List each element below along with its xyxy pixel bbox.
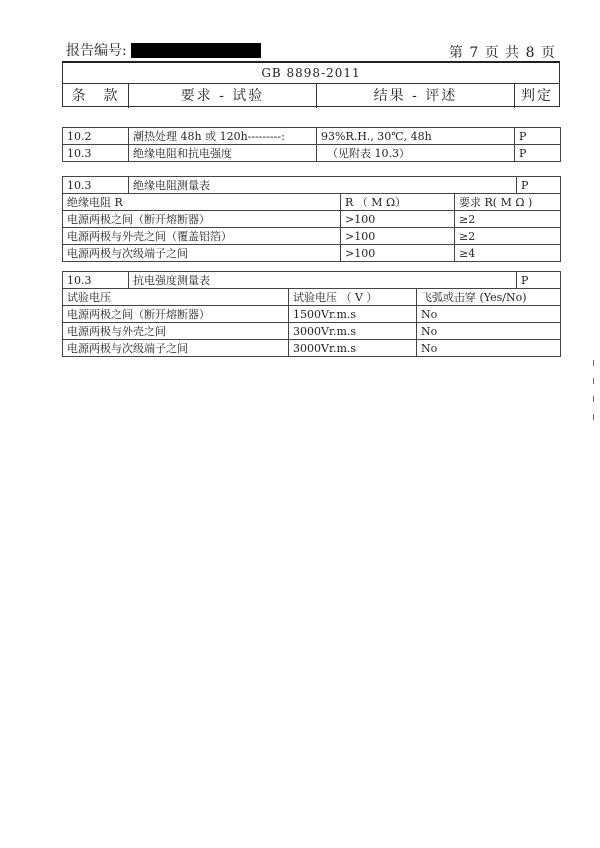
test-condition: 电源两极与外壳之间（覆盖铝箔） [63, 228, 341, 245]
measured-value: >100 [341, 228, 455, 245]
table-row [63, 211, 561, 228]
clause-number: 10.3 [63, 145, 129, 162]
header-cell: 要求 R( M Ω ) [455, 194, 561, 211]
test-condition: 电源两极之间（断开熔断器） [63, 306, 289, 323]
col-result: 结果 - 评述 [317, 84, 515, 108]
test-voltage: 3000Vr.m.s [289, 340, 417, 357]
required-value: ≥4 [455, 245, 561, 262]
table-row [63, 323, 561, 340]
insulation-resistance-table [62, 176, 561, 262]
table-row [63, 228, 561, 245]
result-text: 93%R.H., 30℃, 48h [317, 128, 515, 145]
clause-number: 10.3 [63, 177, 129, 194]
table-title-row [63, 177, 561, 194]
margin-marks [591, 360, 597, 432]
table-row [63, 340, 561, 357]
test-voltage: 3000Vr.m.s [289, 323, 417, 340]
test-condition: 电源两极之间（断开熔断器） [63, 211, 341, 228]
result-text: （见附表 10.3） [317, 145, 515, 162]
margin-mark [593, 378, 594, 384]
requirement-text: 绝缘电阻和抗电强度 [129, 145, 317, 162]
page-info: 第 7 页 共 8 页 [448, 45, 556, 61]
standard-code: GB 8898-2011 [63, 63, 559, 84]
measured-value: >100 [341, 245, 455, 262]
table-row [63, 245, 561, 262]
table-title: 绝缘电阻测量表 [129, 177, 517, 194]
table-header-row [63, 289, 561, 306]
breakdown-result: No [417, 340, 561, 357]
table-row [63, 306, 561, 323]
report-number [66, 40, 261, 60]
header-cell: 试验电压 （ V ） [289, 289, 417, 306]
measured-value: >100 [341, 211, 455, 228]
breakdown-result: No [417, 306, 561, 323]
header-cell: 试验电压 [63, 289, 289, 306]
header-cell: 飞弧或击穿 (Yes/No) [417, 289, 561, 306]
test-condition: 电源两极与次级端子之间 [63, 245, 341, 262]
margin-mark [593, 360, 594, 366]
redaction-bar [131, 43, 261, 58]
table-title: 抗电强度测量表 [129, 272, 517, 289]
test-condition: 电源两极与次级端子之间 [63, 340, 289, 357]
table-row [63, 145, 561, 162]
margin-mark [593, 414, 594, 420]
clause-number: 10.3 [63, 272, 129, 289]
breakdown-result: No [417, 323, 561, 340]
table-header-row [63, 194, 561, 211]
clause-table [62, 127, 561, 162]
test-condition: 电源两极与外壳之间 [63, 323, 289, 340]
header-cell: 绝缘电阻 R [63, 194, 341, 211]
requirement-text: 潮热处理 48h 或 120h---------: [129, 128, 317, 145]
test-voltage: 1500Vr.m.s [289, 306, 417, 323]
clause-number: 10.2 [63, 128, 129, 145]
col-verdict: 判定 [521, 88, 553, 104]
margin-mark [593, 396, 594, 402]
verdict: P [515, 128, 561, 145]
required-value: ≥2 [455, 228, 561, 245]
electric-strength-table [62, 271, 561, 357]
verdict: P [515, 145, 561, 162]
header-cell: R （ M Ω） [341, 194, 455, 211]
verdict: P [517, 177, 561, 194]
col-requirement: 要求 - 试验 [129, 84, 317, 108]
report-number-label: 报告编号: [66, 43, 127, 59]
col-clause: 条 款 [63, 84, 129, 108]
column-headers [63, 84, 559, 108]
header-frame [62, 61, 560, 107]
required-value: ≥2 [455, 211, 561, 228]
table-title-row [63, 272, 561, 289]
verdict: P [517, 272, 561, 289]
table-row [63, 128, 561, 145]
